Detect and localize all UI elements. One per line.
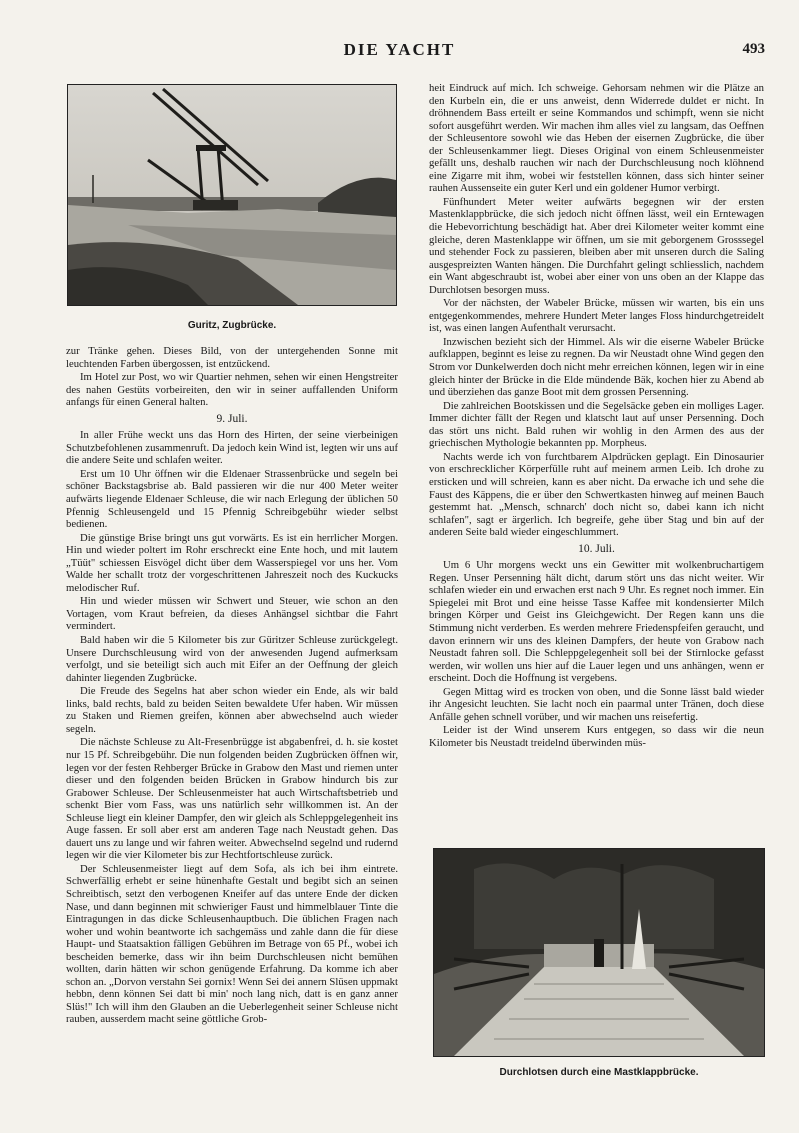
paragraph: Gegen Mittag wird es trocken von oben, und die Sonne lässt bald wieder ihr Angesicht leuchten. Sie lacht noch ein paarmal unter Tränen, doch diese Anfälle gehen schnell vorüber, und wir machen uns reisefertig. xyxy=(429,685,764,723)
paragraph: Vor der nächsten, der Wabeler Brücke, müssen wir warten, bis ein uns entgegenkommendes, mehrere Hundert Meter langes Floss hindurchgetreidelt ist, was einen langen Aufenthalt verursacht. xyxy=(429,297,764,335)
paragraph: Der Schleusenmeister liegt auf dem Sofa, als ich bei ihm eintrete. Schwerfällig erhebt er seine hünenhafte Gestalt und begibt sich an seinen Schreibtisch, setzt den verbogenen Kneifer auf das untere Ende der dicken Nase, und dann beginnen mit schwieriger Faust und himmelblauer Tinte die Eintragungen in das dicke Schleusenhauptbuch. Die üblichen Fragen nach woher und wohin beantworte ich sachgemäss und zahle dann die für diese Haupt- und Staatsaktion fälligen Gebühren im Betrage von 65 Pf., wobei ich bescheiden bemerke, dass wir ihn beim Durchschleusen nicht bemühen wollten, darin hätten wir schon genügende Erfahrung. Da komme ich aber schon an. „Dorvon verstahn Sei gornix! Wenn Sei dei annern Slüsen uppmakt hebbn, denn können Sei datt bi min' noch lang nich, datt is en ganz anner Slüs!" Ich will ihm den Glauben an die Ueberlegenheit seiner Schleuse nicht rauben, ausserdem macht seine göttliche Grob- xyxy=(66,862,398,1026)
paragraph: Inzwischen bezieht sich der Himmel. Als wir die eiserne Wabeler Brücke aufklappen, beginnt es leise zu regnen. Da wir Neustadt ohne Wind gegen den Strom vor Dunkelwerden doch nicht mehr erreichen können, legen wir in eine gleich hinter der Brücke in die Elde mündende Bäk, kochen hier zu Abend ab und überziehen das ganze Boot mit dem grossen Persenning. xyxy=(429,335,764,399)
date-heading: 9. Juli. xyxy=(216,412,248,425)
paragraph: Die Freude des Segelns hat aber schon wieder ein Ende, als wir bald links, bald rechts, bald zu beiden Seiten bewaldete Ufer haben. Wir müssen zu Staken und Riemen greifen, können aber abwechselnd auch wieder segeln. xyxy=(66,685,398,735)
figure-guritz-drawbridge xyxy=(67,84,397,334)
text-column-left xyxy=(66,345,398,1075)
paragraph: Fünfhundert Meter weiter aufwärts begegnen wir der ersten Mastenklappbrücke, die sich jedoch nicht öffnen lässt, weil ein Erntewagen die Hebevorrichtung beschädigt hat. Aber drei Kilometer weiter kommt eine gleiche, deren Mastenklappe wir öffnen, um sie mit geborgenem Grosssegel und stehender Fock zu passieren, bleiben aber mit unseren durch die Saling ausgespreizten Wanten hängen. Die Durchfahrt gelingt schliesslich, nachdem ein Want abgeschraubt ist, wobei aber einer von uns oben an der Klappe das Durchlotsen besorgen muss. xyxy=(429,195,764,296)
paragraph: Erst um 10 Uhr öffnen wir die Eldenaer Strassenbrücke und segeln bei schöner Backstagsbrise ab. Bald passieren wir die nur 400 Meter weiter aufwärts liegende Eldenaer Schleuse, die wir nach Erlegung der üblichen 50 Pfennig Schleusengeld und 15 Pfennig Schreibgebühr wieder selbst bedienen. xyxy=(66,467,398,531)
paragraph: Leider ist der Wind unserem Kurs entgegen, so dass wir die neun Kilometer bis Neustadt treidelnd überwinden müs- xyxy=(429,724,764,749)
paragraph: Die günstige Brise bringt uns gut vorwärts. Es ist ein herrlicher Morgen. Hin und wieder poltert im Rohr erschreckt eine Ente hoch, und mit lautem „Tüüt" schiessen Eisvögel dicht über dem Wasserspiegel vor uns her. Vom Walde her schallt trotz der vorgeschrittenen Jahreszeit noch des Kuckucks melodischer Ruf. xyxy=(66,531,398,594)
page-number: 493 xyxy=(742,41,765,57)
paragraph: In aller Frühe weckt uns das Horn des Hirten, der seine vierbeinigen Schutzbefohlenen zusammenruft. Da jedoch kein Wind ist, legten wir uns auf die andere Seite und schlafen weiter. xyxy=(66,429,398,467)
paragraph: Bald haben wir die 5 Kilometer bis zur Güritzer Schleuse zurückgelegt. Unsere Durchschleusung wird von der anwesenden Jugend aufmerksam verfolgt, und sie beteiligt sich auch mit Eifer an der Oeffnung der gleich dahinter liegenden Zugbrücke. xyxy=(66,634,398,684)
page-header xyxy=(0,38,799,62)
paragraph: Die zahlreichen Bootskissen und die Segelsäcke geben ein molliges Lager. Immer dichter fällt der Regen und klatscht laut auf unser Persenning. Doch das stört uns nicht. Bald ruhen wir wohlig in den Armen des aus der griechischen Mythologie bekannten pp. Morpheus. xyxy=(429,399,764,450)
paragraph: Nachts werde ich von furchtbarem Alpdrücken geplagt. Ein Dinosaurier von erschrecklicher Körperfülle ruht auf meinem armen Leib. Ich drohe zu ersticken und will schreien, kann es aber nicht. Da erwache ich und sehe die Faust des Käppens, die er über den Schwertkasten hinweg auf meinen Bauch gestemmt hat. „Mensch, schnarch' doch nicht so, dabei kann ich nicht schlafen", sagt er ärgerlich. Ich begreife, gehe über Stag und bin auf der anderen Seite bald wieder eingeschlummert. xyxy=(429,450,764,539)
paragraph: Um 6 Uhr morgens weckt uns ein Gewitter mit wolkenbruchartigem Regen. Unser Persenning hält dicht, darum stört uns das nicht weiter. Wir schlafen wieder ein und erwachen erst nach 9 Uhr. Es regnet noch immer. Ein Spiegelei mit Brot und eine heisse Tasse Kaffee mit kondensierter Milch bringen Körper und Geist ins Gleichgewicht. Der Regen kann uns die Stimmung nicht verderben. Es werden mehrere Friedenspfeifen geraucht, und davon erinnern wir uns des kleinen Dampfers, der heute von Grabow nach Neustadt fahren soll. Die Schleppgelegenheit soll bei der Stirnlocke gefasst werden, wir wollen uns hier auf die Lauer legen und uns anhängen, wenn er erscheint. Doch die Hoffnung ist vergebens. xyxy=(429,559,764,685)
figure-caption: Guritz, Zugbrücke. xyxy=(187,320,277,331)
paragraph: Im Hotel zur Post, wo wir Quartier nehmen, sehen wir einen Hengstreiter des nahen Gestüts vorbeireiten, den wir in seiner auffallenden Uniform anfangs für einen General halten. xyxy=(66,371,398,409)
figure-mastklapp-bridge xyxy=(433,848,765,1081)
figure-caption: Durchlotsen durch eine Mastklappbrücke. xyxy=(499,1067,699,1078)
paragraph: heit Eindruck auf mich. Ich schweige. Gehorsam nehmen wir die Plätze an den Kurbeln ein, die er uns anweist, denn Widerrede duldet er nicht. In dröhnendem Bass erteilt er seine Kommandos und schimpft, wenn sie nicht sofort ausgeführt werden. Wir machen ihm alles viel zu langsam, das Oeffnen der Schleusentore sowohl wie das Heben der eisernen Zugbrücke, die über der Schleusenkammer liegt. Dieses Original von einem Schleusenmeister gefällt uns, deshalb rauchen wir nach der Durchschleusung noch klöhnend eine Zigarre mit ihm, wobei wir feststellen können, dass sich hinter seiner rauhen Aussenseite ein guter Kerl und ein goldener Humor verbirgt. xyxy=(429,82,764,195)
date-heading: 10. Juli. xyxy=(578,542,615,555)
magazine-title: DIE YACHT xyxy=(343,40,456,59)
text-column-right xyxy=(429,82,764,847)
paragraph: zur Tränke gehen. Dieses Bild, von der untergehenden Sonne mit leuchtenden Farben übergossen, ist entzückend. xyxy=(66,345,398,370)
drawbridge-photo xyxy=(67,84,397,306)
paragraph: Die nächste Schleuse zu Alt-Fresenbrügge ist abgabenfrei, d. h. sie kostet nur 15 Pf. Schreibgebühr. Die nun folgenden beiden Zugbrücken öffnen wir, legen vor der festen Rehberger Brücke in Grabow den Mast und riemen unter dieser und den folgenden beiden Brücken in Grabow hindurch bis zur Grabower Schleuse. Der Schleusenmeister hat auch Wirtschaftsbetrieb und schenkt Bier vom Fass, was uns natürlich sehr willkommen ist. An der Schleuse liegt ein kleiner Dampfer, den wir gleich als Schleppgelegenheit ins Auge fassen. Er soll aber erst am anderen Tage nach Neustadt gehen. Das dauert uns zu lange und wir fahren weiter. Abwechselnd segelnd und rudernd legen wir die vier Kilometer bis zur Hechtfortschleuse zurück. xyxy=(66,736,398,862)
paragraph: Hin und wieder müssen wir Schwert und Steuer, wie schon an den Vortagen, vom Kraut befreien, da dieses Anhängsel sichtbar die Fahrt vermindert. xyxy=(66,595,398,633)
mastklapp-bridge-photo xyxy=(433,848,765,1057)
